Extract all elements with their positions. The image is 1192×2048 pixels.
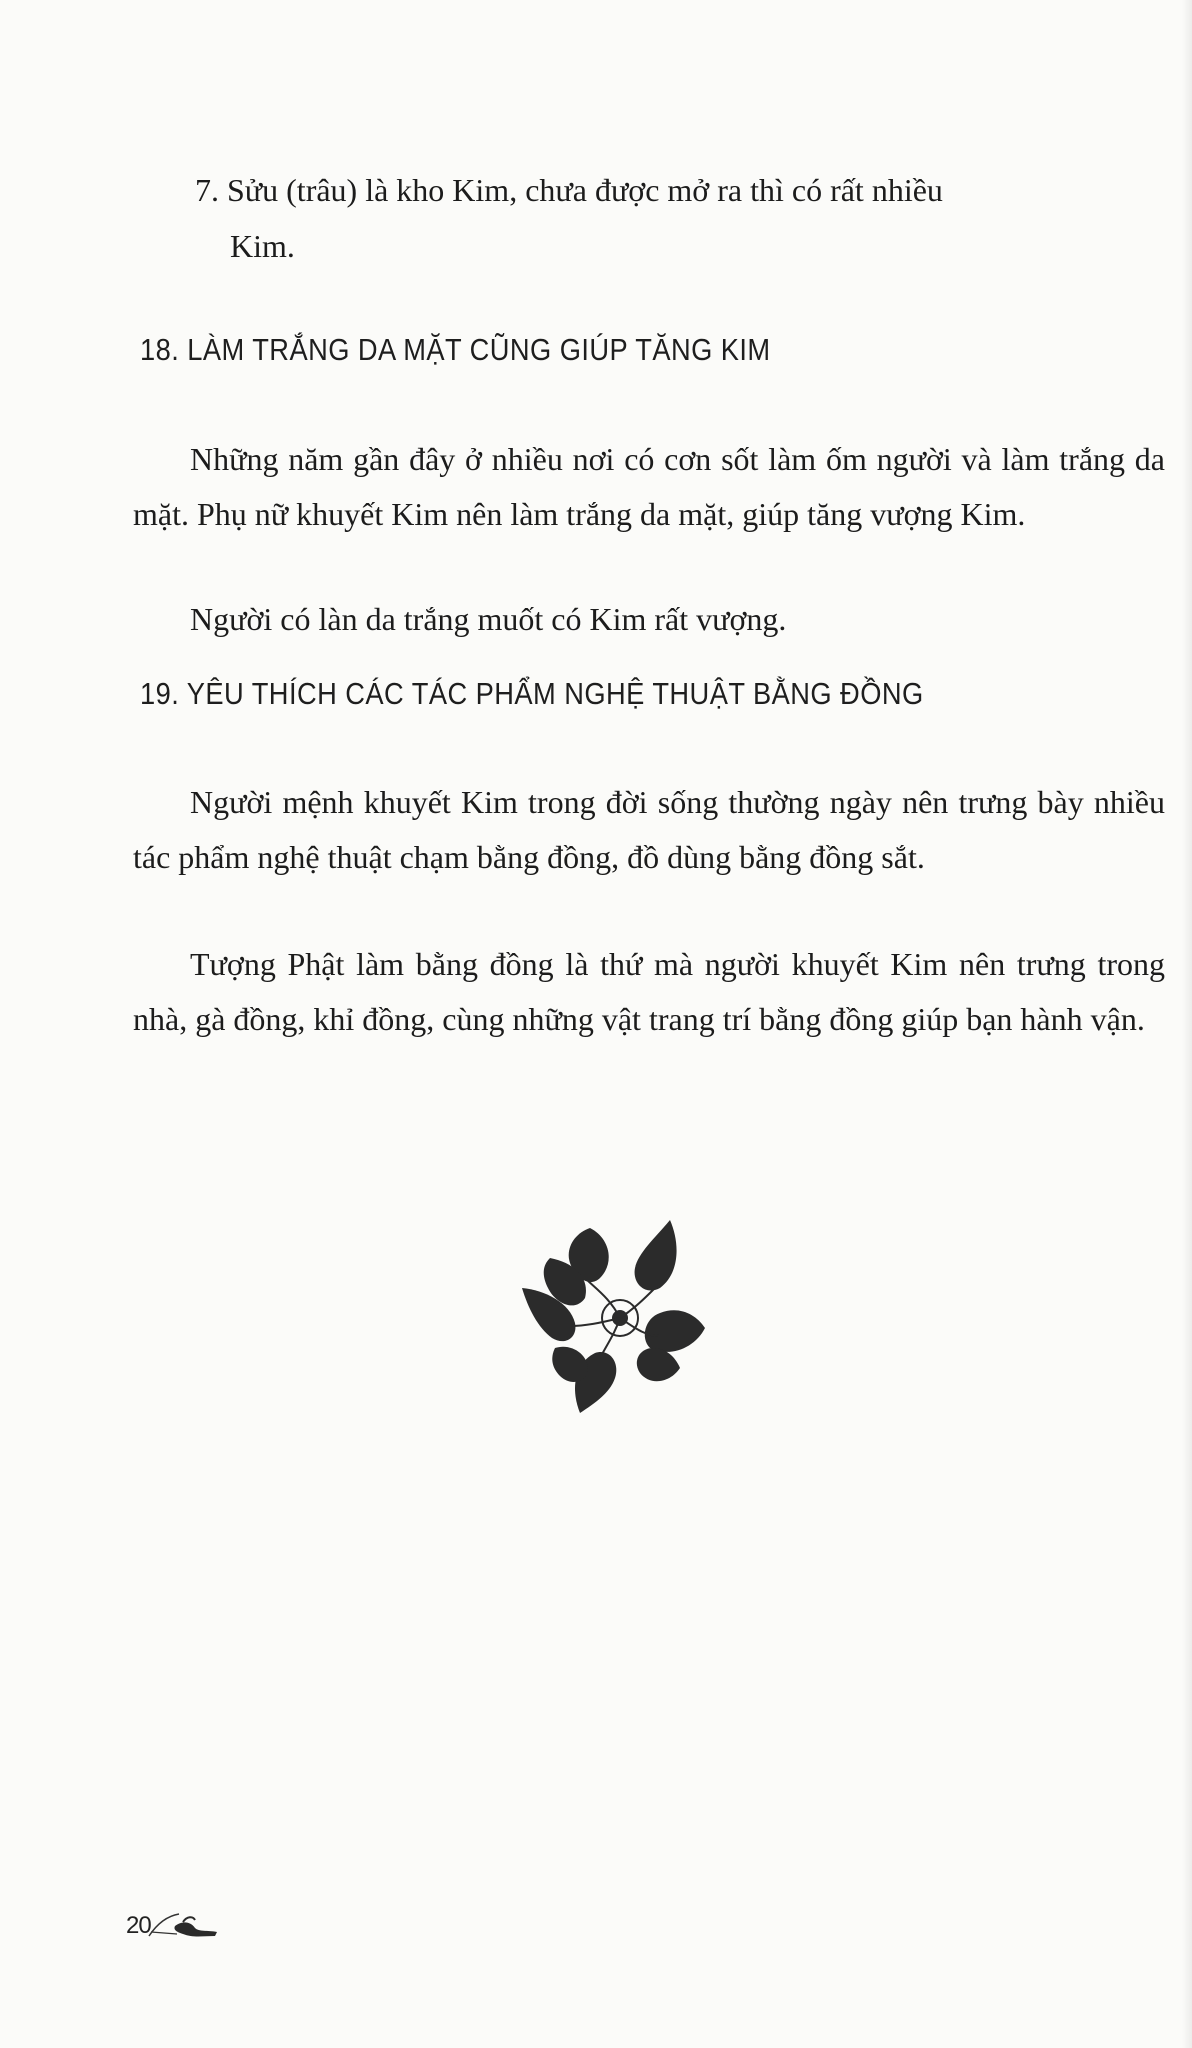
section-18-paragraph-2: Người có làn da trắng muốt có Kim rất vượng. bbox=[190, 601, 787, 637]
section-18-heading: 18. LÀM TRẮNG DA MẶT CŨNG GIÚP TĂNG KIM bbox=[140, 332, 771, 367]
list-item-7-line-2: Kim. bbox=[230, 228, 295, 264]
section-18-paragraph-1: Những năm gần đây ở nhiều nơi có cơn sốt làm ốm người và làm trắng da mặt. Phụ nữ khuyết Kim nên làm trắng da mặt, giúp tăng vượng Kim. bbox=[133, 441, 1165, 532]
page-edge-shadow bbox=[1182, 0, 1192, 2048]
page-footer bbox=[126, 1900, 227, 1940]
section-19-paragraph-1: Người mệnh khuyết Kim trong đời sống thường ngày nên trưng bày nhiều tác phẩm nghệ thuật chạm bằng đồng, đồ dùng bằng đồng sắt. bbox=[133, 784, 1165, 875]
floral-ornament-icon bbox=[520, 1218, 720, 1418]
page-number: 20 bbox=[126, 1912, 151, 1939]
section-19-heading: 19. YÊU THÍCH CÁC TÁC PHẨM NGHỆ THUẬT BẰNG ĐỒNG bbox=[140, 676, 924, 711]
section-19-paragraph-2: Tượng Phật làm bằng đồng là thứ mà người khuyết Kim nên trưng trong nhà, gà đồng, khỉ đồng, cùng những vật trang trí bằng đồng giúp bạn hành vận. bbox=[133, 946, 1165, 1037]
list-item-7-line-1: 7. Sửu (trâu) là kho Kim, chưa được mở ra thì có rất nhiều bbox=[195, 172, 943, 208]
decorative-page-mark-icon bbox=[147, 1906, 227, 1940]
list-item-7 bbox=[195, 162, 1175, 274]
